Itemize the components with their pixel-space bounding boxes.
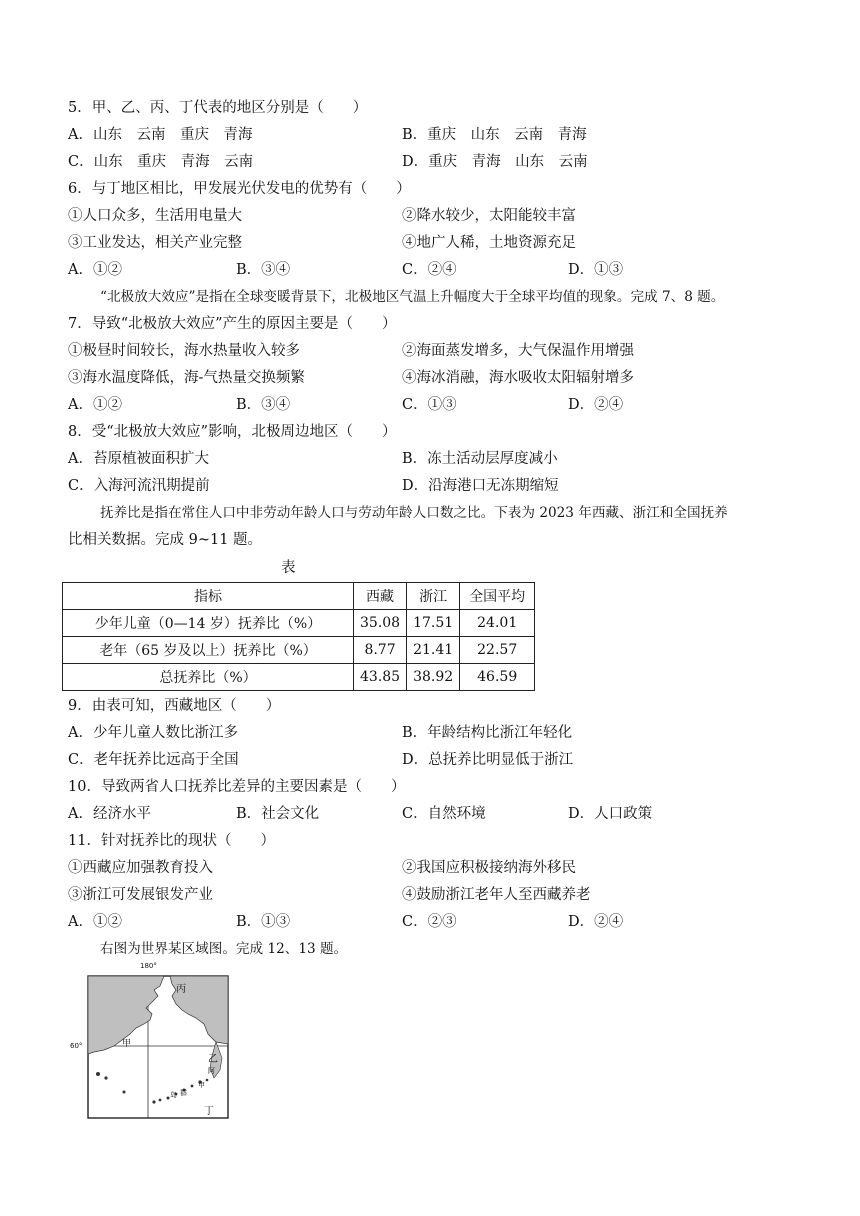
table-row bbox=[63, 637, 535, 664]
row-label: 少年儿童（0—14 岁）抚养比（%） bbox=[63, 610, 354, 637]
q5-stem: 5．甲、乙、丙、丁代表的地区分别是（ ） bbox=[68, 100, 368, 116]
q6-statement-3: ③工业发达，相关产业完整 bbox=[68, 235, 242, 251]
row-label: 总抚养比（%） bbox=[63, 664, 354, 691]
cell-value: 35.08 bbox=[354, 610, 407, 637]
q9-option-a: A．少年儿童人数比浙江多 bbox=[68, 725, 238, 741]
q7-statement-1: ①极昼时间较长，海水热量收入较多 bbox=[68, 343, 300, 359]
q6-statement-1: ①人口众多，生活用电量大 bbox=[68, 208, 242, 224]
q5-option-b: B．重庆 山东 云南 青海 bbox=[402, 127, 587, 143]
q10-option-c: C．自然环境 bbox=[402, 806, 486, 822]
map-label-shen: 申 bbox=[198, 1081, 205, 1089]
intro-12-13: 右图为世界某区域图。完成 12、13 题。 bbox=[100, 941, 348, 957]
map-label-a: 阿 bbox=[208, 1067, 215, 1075]
header-national: 全国平均 bbox=[460, 583, 535, 610]
intro-9-11-line2: 比相关数据。完成 9~11 题。 bbox=[68, 532, 263, 548]
table-row bbox=[63, 610, 535, 637]
q9-stem: 9．由表可知，西藏地区（ ） bbox=[68, 698, 281, 714]
q11-option-c: C．②③ bbox=[402, 914, 457, 930]
q5-option-a: A．山东 云南 重庆 青海 bbox=[68, 127, 253, 143]
q7-statement-3: ③海水温度降低，海-气热量交换频繁 bbox=[68, 370, 305, 386]
q11-option-b: B．①③ bbox=[236, 914, 291, 930]
q6-statement-4: ④地广人稀，土地资源充足 bbox=[402, 235, 576, 251]
q7-stem: 7．导致“北极放大效应”产生的原因主要是（ ） bbox=[68, 316, 397, 332]
map-label-ding: 丁 bbox=[204, 1106, 214, 1117]
q11-statement-1: ①西藏应加强教育投入 bbox=[68, 860, 213, 876]
map-label-bing: 丙 bbox=[176, 984, 186, 995]
cell-value: 17.51 bbox=[407, 610, 460, 637]
q6-option-c: C．②④ bbox=[402, 262, 457, 278]
header-indicator: 指标 bbox=[63, 583, 354, 610]
cell-value: 43.85 bbox=[354, 664, 407, 691]
q10-stem: 10．导致两省人口抚养比差异的主要因素是（ ） bbox=[68, 779, 406, 795]
q5-option-c: C．山东 重庆 青海 云南 bbox=[68, 154, 254, 170]
longitude-label: 180° bbox=[140, 962, 157, 970]
cell-value: 21.41 bbox=[407, 637, 460, 664]
q9-option-c: C．老年抚养比远高于全国 bbox=[68, 752, 239, 768]
q11-option-a: A．①② bbox=[68, 914, 122, 930]
q8-stem: 8．受“北极放大效应”影响，北极周边地区（ ） bbox=[68, 424, 397, 440]
cell-value: 46.59 bbox=[460, 664, 535, 691]
q6-option-b: B．③④ bbox=[236, 262, 291, 278]
q9-option-b: B．年龄结构比浙江年轻化 bbox=[402, 725, 573, 741]
dependency-ratio-table bbox=[62, 582, 535, 691]
q10-option-b: B．社会文化 bbox=[236, 806, 320, 822]
q6-stem: 6．与丁地区相比，甲发展光伏发电的优势有（ ） bbox=[68, 181, 411, 197]
cell-value: 22.57 bbox=[460, 637, 535, 664]
q7-option-d: D．②④ bbox=[568, 397, 624, 413]
q11-stem: 11．针对抚养比的现状（ ） bbox=[68, 833, 275, 849]
cell-value: 8.77 bbox=[354, 637, 407, 664]
q7-option-c: C．①③ bbox=[402, 397, 457, 413]
map-label-jia: 甲 bbox=[122, 1039, 132, 1049]
table-header-row bbox=[63, 583, 535, 610]
q7-option-b: B．③④ bbox=[236, 397, 291, 413]
region-map bbox=[70, 962, 236, 1126]
map-label-qun: 群 bbox=[180, 1089, 187, 1097]
header-xizang: 西藏 bbox=[354, 583, 407, 610]
q11-statement-2: ②我国应积极接纳海外移民 bbox=[402, 860, 576, 876]
map-label-dao: 岛 bbox=[170, 1091, 177, 1099]
cell-value: 24.01 bbox=[460, 610, 535, 637]
q9-option-d: D．总抚养比明显低于浙江 bbox=[402, 752, 574, 768]
q8-option-b: B．冻土活动层厚度减小 bbox=[402, 451, 558, 467]
q8-option-d: D．沿海港口无冻期缩短 bbox=[402, 478, 559, 494]
q11-statement-3: ③浙江可发展银发产业 bbox=[68, 887, 213, 903]
q10-option-a: A．经济水平 bbox=[68, 806, 151, 822]
q7-statement-2: ②海面蒸发增多，大气保温作用增强 bbox=[402, 343, 634, 359]
q6-option-d: D．①③ bbox=[568, 262, 624, 278]
q10-option-d: D．人口政策 bbox=[568, 806, 653, 822]
table-caption: 表 bbox=[281, 560, 296, 576]
intro-7-8: “北极放大效应”是指在全球变暖背景下，北极地区气温上升幅度大于全球平均值的现象。完成 7、8 题。 bbox=[100, 289, 725, 305]
row-label: 老年（65 岁及以上）抚养比（%） bbox=[63, 637, 354, 664]
q11-statement-4: ④鼓励浙江老年人至西藏养老 bbox=[402, 887, 591, 903]
intro-9-11-line1: 抚养比是指在常住人口中非劳动年龄人口与劳动年龄人口数之比。下表为 2023 年西藏、浙江和全国抚养 bbox=[100, 505, 728, 521]
header-zhejiang: 浙江 bbox=[407, 583, 460, 610]
map-label-yi: 乙 bbox=[208, 1054, 218, 1065]
q6-option-a: A．①② bbox=[68, 262, 122, 278]
q8-option-c: C．入海河流汛期提前 bbox=[68, 478, 210, 494]
table-row bbox=[63, 664, 535, 691]
q6-statement-2: ②降水较少，太阳能较丰富 bbox=[402, 208, 576, 224]
q11-option-d: D．②④ bbox=[568, 914, 624, 930]
q7-statement-4: ④海冰消融，海水吸收太阳辐射增多 bbox=[402, 370, 634, 386]
q8-option-a: A．苔原植被面积扩大 bbox=[68, 451, 209, 467]
latitude-label: 60° bbox=[70, 1042, 83, 1050]
cell-value: 38.92 bbox=[407, 664, 460, 691]
q7-option-a: A．①② bbox=[68, 397, 122, 413]
q5-option-d: D．重庆 青海 山东 云南 bbox=[402, 154, 588, 170]
